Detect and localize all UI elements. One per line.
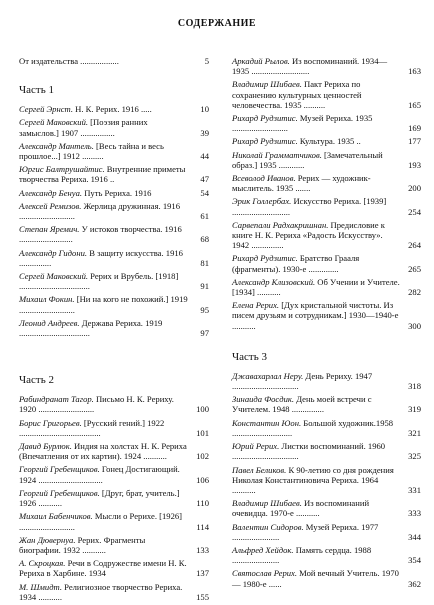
entry-author: Константин Юон. — [232, 417, 302, 428]
entry-page: 163 — [408, 66, 421, 77]
toc-entry[interactable] — [232, 136, 421, 146]
entry-page: 137 — [196, 568, 209, 579]
entry-title: Рерих — художник-мыслитель. 1935 ....... — [232, 173, 371, 194]
entry-page: 165 — [408, 99, 421, 110]
entry-title: Жерлица дружинная. 1916 .......................... — [19, 200, 181, 222]
entry-author: М. Шмидт. — [19, 581, 63, 592]
entry-title: [Замечательный образ.] 1935 ............ — [232, 149, 383, 170]
toc-entry[interactable] — [232, 220, 421, 251]
entry-author: Александр Бенуа. — [19, 187, 83, 198]
toc-entry[interactable] — [19, 188, 209, 198]
entry-page: 333 — [408, 508, 421, 519]
entry-title: Культура. 1935 .. — [297, 136, 361, 147]
entry-page: 321 — [408, 427, 421, 438]
entry-page: 97 — [200, 328, 209, 339]
entry-title: Искусство Рериха. [1939] ........................... — [232, 196, 387, 217]
entry-title: В защиту искусства. 1916 ............... — [19, 247, 183, 268]
entry-author: Елена Рерих. — [232, 300, 280, 311]
left-column — [19, 56, 209, 605]
entry-page: 282 — [408, 287, 421, 298]
entry-title: [Ни на кого не похожий.] 1919 .......................... — [19, 294, 188, 315]
entry-author: Эрик Голлербах. — [232, 196, 292, 207]
toc-entry[interactable] — [232, 79, 421, 110]
entry-author: Аркадий Рылов. — [232, 56, 290, 66]
toc-entry[interactable] — [19, 117, 209, 137]
entry-title: День Рериху. 1947 ............................... — [232, 370, 373, 392]
entry-page: 265 — [408, 263, 421, 274]
toc-entry[interactable] — [232, 465, 421, 496]
entry-page: 106 — [196, 474, 209, 485]
entry-page: 102 — [196, 451, 209, 462]
toc-entry-intro[interactable] — [19, 56, 209, 66]
entry-author: Сергей Маковский. — [19, 271, 89, 282]
entry-page: 44 — [200, 151, 209, 162]
entry-author: Владимир Шибаев. — [232, 79, 302, 90]
entry-author: Александр Клизовский. — [232, 276, 316, 287]
toc-entry[interactable] — [232, 253, 421, 273]
toc-entry[interactable] — [232, 441, 421, 461]
entry-page: 264 — [408, 240, 421, 251]
entry-page: 91 — [200, 281, 209, 292]
entry-page: 169 — [408, 123, 421, 134]
entry-author: Александр Гидони. — [19, 247, 88, 258]
entry-page: 193 — [408, 159, 421, 170]
entry-author: Альфред Хейдок. — [232, 544, 294, 555]
entry-author: Александр Мантель. — [19, 140, 94, 151]
entry-title: Держава Рериха. 1919 ................................. — [19, 317, 163, 339]
entry-author: Владимир Шибаев. — [232, 498, 302, 509]
entry-title: Речи в Содружестве имени Н. К. Рериха в Харбине. 1934 — [19, 558, 187, 579]
entry-page: 354 — [408, 555, 421, 566]
entry-author: Зинаида Фосдик. — [232, 394, 295, 405]
entry-author: Михаил Бабенчиков. — [19, 511, 93, 522]
entry-page: 39 — [200, 127, 209, 138]
part2-list — [19, 394, 209, 602]
toc-entry[interactable] — [232, 150, 421, 170]
entry-title: [Поэзия ранних замыслов.] 1907 ................ — [19, 117, 148, 138]
entry-page: 101 — [196, 427, 209, 438]
entry-author: Степан Яремич. — [19, 224, 80, 235]
toc-entry[interactable] — [232, 300, 421, 331]
entry-author: Рихард Рудзитис. — [232, 113, 298, 124]
entry-title: Мой вечный Учитель. 1970 — 1980-е ...... — [232, 568, 399, 589]
entry-page: 362 — [408, 578, 421, 589]
page-title: СОДЕРЖАНИЕ — [177, 18, 257, 29]
part-heading-3: Часть 3 — [232, 350, 267, 363]
entry-text: От издательства .................. — [19, 56, 119, 66]
entry-author: Жан Дювернуа. — [19, 534, 76, 545]
entry-page: 114 — [196, 521, 209, 532]
entry-page: 54 — [200, 187, 209, 198]
entry-title: [Русский гений.] 1922 ...................................... — [19, 417, 165, 438]
toc-entry[interactable] — [232, 277, 421, 297]
toc-entry[interactable] — [232, 113, 421, 133]
entry-title: Религиозное творчество Рериха. 1934 ........... — [19, 581, 183, 602]
toc-entry[interactable] — [232, 568, 421, 588]
part3-list — [232, 371, 421, 589]
entry-title: Об Учении и Учителе. [1934] ........... — [232, 276, 400, 298]
part-heading-1: Часть 1 — [19, 84, 54, 97]
entry-title: Рерих. Фрагменты биографии. 1932 ........... — [19, 534, 146, 555]
entry-page: 47 — [200, 174, 209, 185]
toc-entry[interactable] — [232, 371, 421, 391]
entry-page: 100 — [196, 404, 209, 415]
entry-page: 10 — [200, 104, 209, 115]
entry-author: Юргис Балтрушайтис. — [19, 164, 105, 175]
entry-author: Леонид Андреев. — [19, 317, 80, 328]
entry-title: Рерих и Врубель. [1918] ................................. — [19, 271, 179, 292]
entry-author: Юрий Рерих. — [232, 441, 280, 452]
toc-entry[interactable] — [19, 511, 209, 531]
entry-author: А. Скроцкая. — [19, 558, 66, 569]
entry-title: У истоков творчества. 1916 ......................... — [19, 224, 182, 245]
entry-page: 95 — [200, 304, 209, 315]
entry-author: Святослав Рерих. — [232, 568, 297, 579]
entry-page: 81 — [200, 257, 209, 268]
entry-author: Алексей Ремизов. — [19, 200, 82, 211]
toc-entry[interactable] — [19, 248, 209, 268]
entry-author: Павел Беликов. — [232, 464, 287, 475]
entry-title: Из воспоминаний. 1934—1935 ........................... — [232, 56, 388, 77]
entry-author: Сергей Эрнст. — [19, 104, 73, 115]
entry-page: 155 — [196, 591, 209, 602]
entry-page: 133 — [196, 544, 209, 555]
entry-title: Братство Грааля (фрагменты). 1930-е .............. — [232, 253, 360, 274]
entry-title: Мысли о Рерихе. [1926] .......................... — [19, 511, 183, 532]
entry-page: 344 — [408, 531, 421, 542]
entry-title: Гонец Достигающий. 1924 .............................. — [19, 464, 180, 485]
entry-title: Н. К. Рерих. 1916 ..... — [72, 104, 152, 115]
entry-title: Музей Рериха. 1977 ...................... — [232, 521, 379, 542]
entry-page: 61 — [200, 211, 209, 222]
toc-entry[interactable] — [19, 271, 209, 291]
entry-page: 254 — [408, 206, 421, 217]
entry-author: Сергей Маковский. — [19, 117, 89, 128]
entry-page: 5 — [204, 56, 209, 66]
entry-author: Валентин Сидоров. — [232, 521, 304, 532]
entry-title: Листки воспоминаний. 1960 ............................... — [232, 441, 386, 462]
entry-title: [Друг, брат, учитель.] 1926 ........... — [19, 487, 180, 509]
entry-page: 331 — [408, 484, 421, 495]
toc-entry[interactable] — [19, 318, 209, 338]
entry-title: Письмо Н. К. Рериху. 1920 .......................... — [19, 394, 174, 415]
toc-entry[interactable] — [19, 164, 209, 184]
entry-page: 68 — [200, 234, 209, 245]
entry-page: 300 — [408, 320, 421, 331]
entry-page: 318 — [408, 381, 421, 392]
right-column — [232, 56, 421, 592]
toc-entry[interactable] — [19, 104, 209, 114]
toc-entry[interactable] — [232, 196, 421, 216]
entry-author: Давид Бурлюк. — [19, 441, 72, 452]
entry-title: Предисловие к книге Н. К. Рериха «Радость Искусству». 1942 ............... — [232, 219, 385, 251]
toc-entry[interactable] — [232, 545, 421, 565]
toc-entry[interactable] — [19, 441, 209, 461]
toc-entry[interactable] — [19, 201, 209, 221]
entry-title: К 90-летию со дня рождения Николая Константиновича Рериха. 1964 ........... — [232, 464, 394, 495]
entry-author: Михаил Фокин. — [19, 294, 75, 305]
part1-list — [19, 104, 209, 338]
entry-title: Большой художник.1958 ............................ — [232, 417, 394, 438]
toc-entry[interactable] — [232, 418, 421, 438]
entry-author: Рабиндранат Тагор. — [19, 394, 94, 405]
entry-author: Георгий Гребенщиков. — [19, 464, 100, 475]
entry-author: Джавахарлал Неру. — [232, 370, 304, 381]
toc-entry[interactable] — [19, 535, 209, 555]
entry-title: Музей Рериха. 1935 .......................... — [232, 113, 373, 134]
toc-entry[interactable] — [19, 582, 209, 602]
entry-title: Индия на холстах Н. К. Рериха (Впечатления от их картин). 1924 ........... — [19, 441, 187, 462]
entry-author: Рихард Рудзитис. — [232, 136, 298, 147]
entry-title: Пакт Рериха по сохранению культурных ценностей человечества. 1935 .......... — [232, 79, 362, 110]
toc-entry[interactable] — [232, 173, 421, 193]
toc-entry[interactable] — [19, 394, 209, 414]
entry-page: 110 — [196, 498, 209, 509]
entry-page: 319 — [408, 404, 421, 415]
entry-title: Путь Рериха. 1916 — [82, 187, 152, 198]
toc-entry[interactable] — [232, 394, 421, 414]
entry-author: Сарвепали Радхакришнан. — [232, 219, 329, 230]
entry-title: [Дух кристальной чистоты. Из писем друзьям и сотрудникам.] 1930—1940-е ........... — [232, 300, 399, 331]
entry-author: Рихард Рудзитис. — [232, 253, 298, 264]
toc-entry[interactable] — [19, 488, 209, 508]
entry-author: Георгий Гребенщиков. — [19, 487, 100, 498]
entry-title: Внутренние приметы творчества Рериха. 1916 .. — [19, 164, 186, 185]
toc-entry[interactable] — [19, 224, 209, 244]
entry-title: Из воспоминаний очевидца. 1970-е ........... — [232, 498, 370, 519]
entry-author: Всеволод Иванов. — [232, 173, 296, 184]
toc-entry[interactable] — [19, 418, 209, 438]
toc-entry[interactable] — [19, 558, 209, 578]
entry-title: Память сердца. 1988 ...................... — [232, 544, 372, 566]
entry-page: 177 — [408, 136, 421, 147]
part2-continued-list — [232, 56, 421, 331]
entry-title: День моей встречи с Учителем. 1948 ............... — [232, 394, 372, 415]
toc-entry[interactable] — [232, 56, 421, 76]
entry-author: Николай Грамматчиков. — [232, 149, 322, 160]
entry-author: Борис Григорьев. — [19, 417, 82, 428]
entry-page: 325 — [408, 451, 421, 462]
toc-entry[interactable] — [19, 294, 209, 314]
toc-entry[interactable] — [19, 464, 209, 484]
entry-page: 200 — [408, 183, 421, 194]
entry-title: [Весь тайна и весь прошлое...] 1912 .......... — [19, 140, 164, 162]
toc-entry[interactable] — [19, 141, 209, 161]
toc-entry[interactable] — [232, 498, 421, 518]
part-heading-2: Часть 2 — [19, 374, 54, 387]
toc-entry[interactable] — [232, 522, 421, 542]
